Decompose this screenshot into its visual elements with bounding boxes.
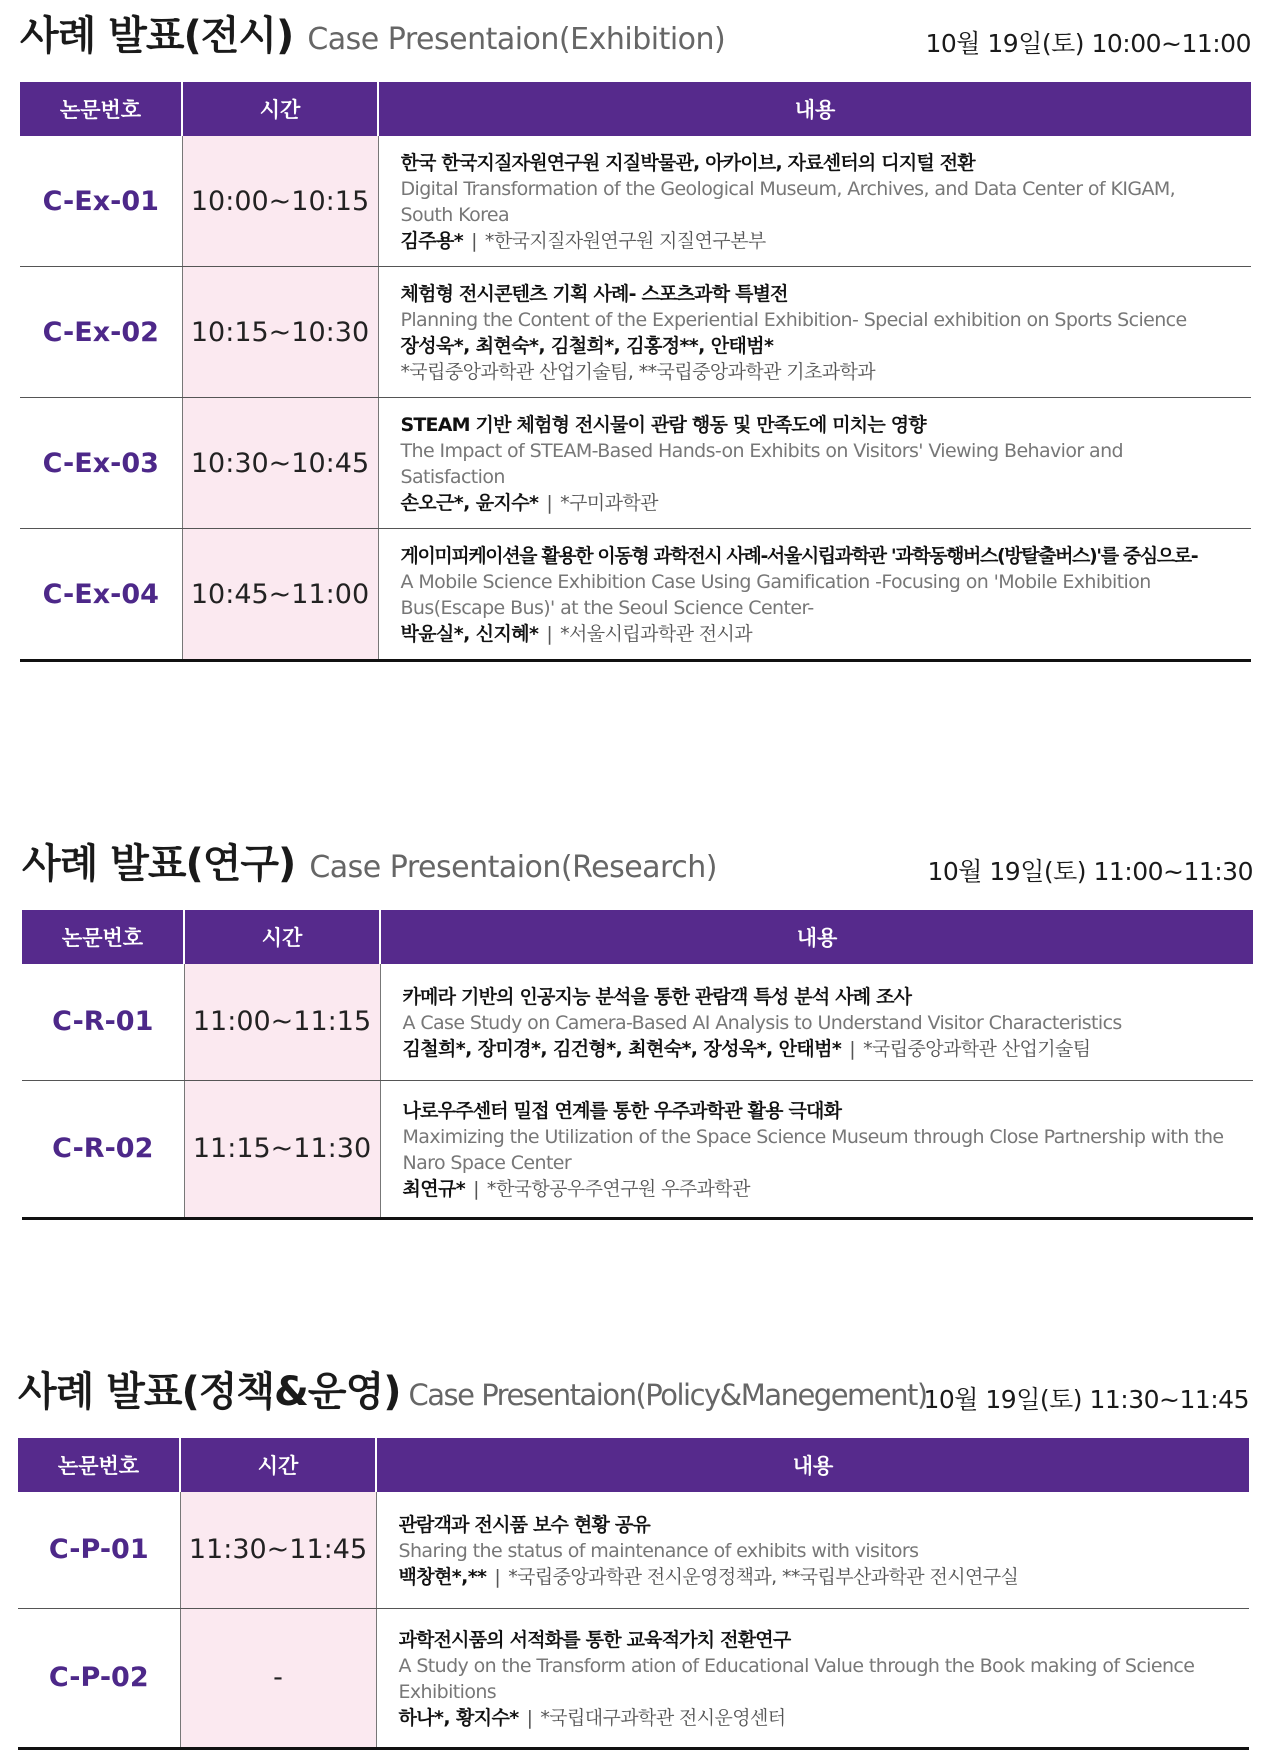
section-policy (18, 1360, 1249, 1750)
paper-affiliation: *국립대구과학관 전시운영센터 (540, 1706, 786, 1729)
section-title (22, 832, 717, 889)
schedule-table (22, 910, 1253, 1220)
paper-authors: 최연규* (402, 1177, 466, 1200)
paper-authors-line (399, 1705, 1228, 1731)
separator: | (473, 1177, 479, 1200)
section-exhibition (20, 4, 1251, 662)
paper-content (378, 267, 1251, 398)
paper-number: C-Ex-03 (20, 398, 182, 529)
paper-title-ko: STEAM 기반 체험형 전시물이 관람 행동 및 만족도에 미치는 영향 (400, 414, 926, 436)
table-row (20, 529, 1251, 661)
separator: | (546, 623, 553, 645)
paper-content (376, 1492, 1249, 1608)
paper-title-ko: 게이미피케이션을 활용한 이동형 과학전시 사례-서울시립과학관 '과학동행버스(방탈출버스)'를 중심으로- (400, 545, 1198, 567)
paper-number: C-R-02 (22, 1080, 184, 1218)
paper-title-ko: 나로우주센터 밀접 연계를 통한 우주과학관 활용 극대화 (402, 1099, 842, 1122)
paper-authors: 하나*, 황지수* (398, 1706, 519, 1729)
paper-authors: 김철희*, 장미경*, 김건형*, 최현숙*, 장성욱*, 안태범* (402, 1037, 842, 1060)
presentation-time: 10:00~10:15 (182, 136, 378, 267)
paper-title-ko: 체험형 전시콘텐츠 기획 사례- 스포츠과학 특별전 (400, 283, 788, 305)
section-title-en: Case Presentaion(Exhibition) (307, 22, 726, 57)
paper-affiliation: *구미과학관 (560, 492, 658, 514)
paper-content (376, 1608, 1249, 1748)
paper-authors: 박윤실*, 신지혜* (400, 623, 539, 645)
paper-number: C-P-02 (18, 1608, 180, 1748)
paper-authors-line (401, 621, 1230, 647)
paper-content (378, 398, 1251, 529)
paper-authors: 백창현*,** (398, 1565, 487, 1588)
header-content: 내용 (378, 82, 1251, 136)
paper-authors: 장성욱*, 최현숙*, 김철희*, 김홍정**, 안태범* (400, 335, 774, 357)
table-header-row (20, 82, 1251, 136)
table-header-row (18, 1438, 1249, 1492)
paper-affiliation: *서울시립과학관 전시과 (560, 623, 753, 645)
paper-number: C-R-01 (22, 964, 184, 1080)
paper-title-en: The Impact of STEAM-Based Hands-on Exhibits on Visitors' Viewing Behavior and Satisfaction (400, 440, 1123, 488)
schedule-table (20, 82, 1251, 662)
presentation-time: 11:30~11:45 (180, 1492, 376, 1608)
table-header-row (22, 910, 1253, 964)
separator: | (471, 230, 477, 252)
section-title-en: Case Presentaion(Research) (309, 850, 717, 885)
section-research (22, 832, 1253, 1220)
paper-authors-line (403, 1176, 1232, 1202)
paper-title-en: Digital Transformation of the Geological Museum, Archives, and Data Center of KIGAM, South Korea (400, 178, 1176, 226)
paper-authors: 김주용* (400, 230, 464, 252)
paper-title-en: Planning the Content of the Experiential Exhibition- Special exhibition on Sports Science (400, 309, 1187, 331)
paper-affiliation: *한국지질자원연구원 지질연구본부 (484, 230, 766, 252)
section-header (20, 4, 1251, 82)
paper-content (378, 529, 1251, 661)
separator: | (546, 492, 553, 514)
separator: | (526, 1706, 533, 1729)
header-paper-number: 논문번호 (20, 82, 182, 136)
header-time: 시간 (184, 910, 380, 964)
paper-content (380, 1080, 1253, 1218)
separator: | (849, 1037, 856, 1060)
section-date: 10월 19일(토) 10:00~11:00 (925, 29, 1251, 58)
header-content: 내용 (380, 910, 1253, 964)
paper-title-en: A Study on the Transform ation of Educational Value through the Book making of Science Exhibitions (398, 1654, 1195, 1703)
paper-authors-line (399, 1564, 1228, 1590)
table-row (22, 1080, 1253, 1218)
section-date: 10월 19일(토) 11:30~11:45 (923, 1385, 1249, 1414)
presentation-time: - (180, 1608, 376, 1748)
header-content: 내용 (376, 1438, 1249, 1492)
paper-affiliation: *국립중앙과학관 산업기술팀 (863, 1037, 1091, 1060)
separator: | (494, 1565, 501, 1588)
presentation-time: 11:00~11:15 (184, 964, 380, 1080)
paper-affiliation: *한국항공우주연구원 우주과학관 (486, 1177, 750, 1200)
paper-title-en: A Mobile Science Exhibition Case Using Gamification -Focusing on 'Mobile Exhibition Bus(Escape Bus)' at the Seoul Science Center- (400, 571, 1151, 619)
table-row (20, 136, 1251, 267)
header-time: 시간 (180, 1438, 376, 1492)
section-header (18, 1360, 1249, 1438)
paper-title-ko: 과학전시품의 서적화를 통한 교육적가치 전환연구 (398, 1628, 791, 1651)
section-title-en: Case Presentaion(Policy&Manegement) (408, 1378, 927, 1412)
table-row (18, 1608, 1249, 1748)
table-row (18, 1492, 1249, 1608)
paper-title-ko: 관람객과 전시품 보수 현황 공유 (398, 1513, 650, 1536)
paper-authors-line (401, 490, 1230, 516)
header-paper-number: 논문번호 (18, 1438, 180, 1492)
paper-title-ko: 한국 한국지질자원연구원 지질박물관, 아카이브, 자료센터의 디지털 전환 (400, 152, 975, 174)
presentation-time: 10:45~11:00 (182, 529, 378, 661)
paper-title-en: Maximizing the Utilization of the Space Science Museum through Close Partnership with the Naro Space Center (402, 1125, 1224, 1174)
section-title-ko: 사례 발표(전시) (20, 13, 294, 59)
presentation-time: 10:15~10:30 (182, 267, 378, 398)
section-header (22, 832, 1253, 910)
paper-authors-line (403, 1036, 1232, 1062)
section-title-ko: 사례 발표(정책&운영) (18, 1369, 401, 1415)
paper-content (378, 136, 1251, 267)
paper-title-en: Sharing the status of maintenance of exhibits with visitors (398, 1539, 919, 1562)
paper-number: C-Ex-04 (20, 529, 182, 661)
paper-title-en: A Case Study on Camera-Based AI Analysis to Understand Visitor Characteristics (402, 1011, 1122, 1034)
paper-number: C-P-01 (18, 1492, 180, 1608)
header-time: 시간 (182, 82, 378, 136)
paper-authors: 손오근*, 윤지수* (400, 492, 539, 514)
schedule-table (18, 1438, 1249, 1750)
presentation-time: 10:30~10:45 (182, 398, 378, 529)
paper-affiliation: *국립중앙과학관 산업기술팀, **국립중앙과학관 기초과학과 (400, 361, 876, 383)
table-row (20, 398, 1251, 529)
table-row (22, 964, 1253, 1080)
section-title (18, 1360, 927, 1417)
header-paper-number: 논문번호 (22, 910, 184, 964)
presentation-time: 11:15~11:30 (184, 1080, 380, 1218)
paper-number: C-Ex-02 (20, 267, 182, 398)
paper-number: C-Ex-01 (20, 136, 182, 267)
paper-affiliation-line (401, 359, 1230, 385)
paper-title-ko: 카메라 기반의 인공지능 분석을 통한 관람객 특성 분석 사례 조사 (402, 985, 912, 1008)
table-row (20, 267, 1251, 398)
section-date: 10월 19일(토) 11:00~11:30 (927, 857, 1253, 886)
paper-authors-line (401, 333, 1230, 359)
section-title-ko: 사례 발표(연구) (22, 841, 296, 887)
section-title (20, 4, 725, 61)
paper-affiliation: *국립중앙과학관 전시운영정책과, **국립부산과학관 전시연구실 (508, 1565, 1019, 1588)
paper-content (380, 964, 1253, 1080)
paper-authors-line (401, 228, 1230, 254)
